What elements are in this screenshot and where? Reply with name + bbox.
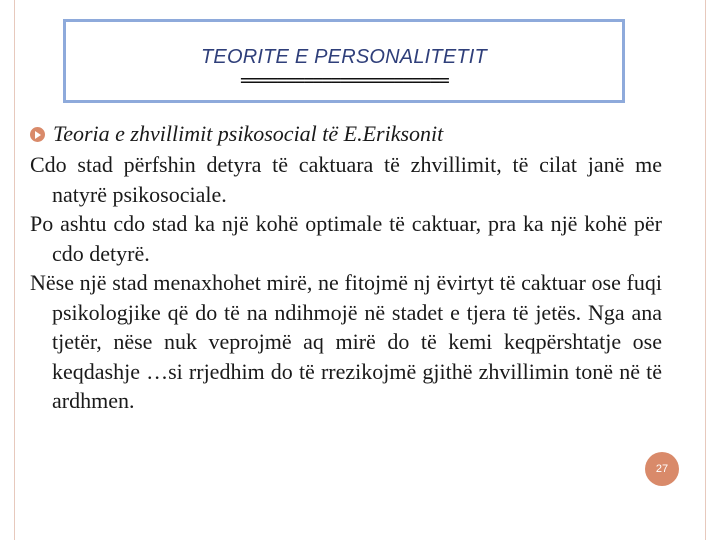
title-underline: =======================: [240, 70, 448, 91]
page-number-badge: 27: [645, 452, 679, 486]
title-box: [63, 19, 625, 103]
bullet-heading-row: [30, 118, 662, 150]
slide-content: [30, 118, 662, 416]
paragraph-2: Po ashtu cdo stad ka një kohë optimale të caktuar, pra ka një kohë për cdo detyrë.: [30, 211, 662, 266]
bullet-heading: Teoria e zhvillimit psikosocial të E.Eriksonit: [53, 121, 444, 146]
arrow-bullet-icon: [30, 127, 45, 142]
slide-title: TEORITE E PERSONALITETIT: [201, 46, 487, 68]
paragraph-3: Nëse një stad menaxhohet mirë, ne fitojmë nj ëvirtyt të caktuar ose fuqi psikologjike që do të na ndihmojë në stadet e tjera të jetës. Nga ana tjetër, nëse nuk veprojmë aq mirë do të kemi keqpërshtatje ose keqdashje …si rrjedhim do të rrezikojmë gjithë zhvillimin tonë në të ardhmen.: [30, 270, 662, 413]
paragraph-1: Cdo stad përfshin detyra të caktuara të zhvillimit, të cilat janë me natyrë psikosociale.: [30, 152, 662, 207]
